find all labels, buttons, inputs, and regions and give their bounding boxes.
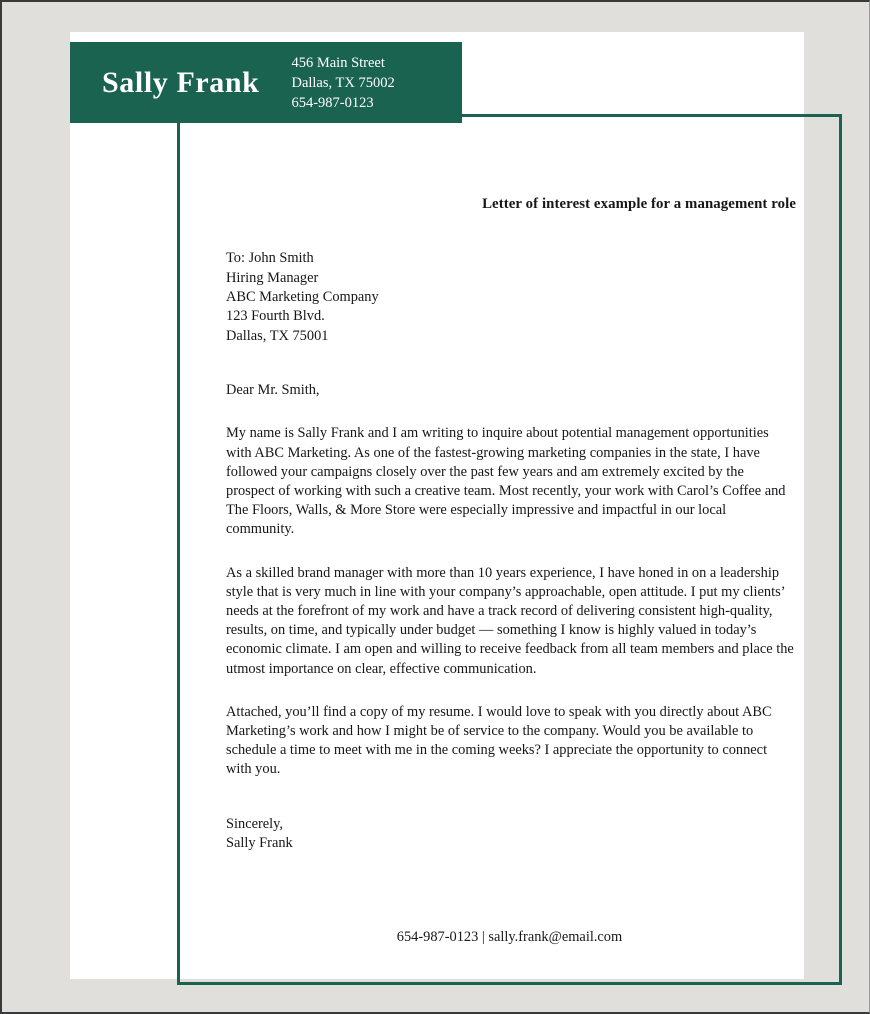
letterhead-header [70, 42, 462, 123]
sender-contact-block [291, 53, 394, 113]
recipient-line: 123 Fourth Blvd. [226, 308, 325, 325]
sender-name: Sally Frank [102, 65, 260, 99]
footer-contact-line: 654-987-0123 | sally.frank@email.com [396, 929, 623, 945]
letter-body [226, 182, 796, 854]
sender-city-state-zip: Dallas, TX 75002 [291, 74, 395, 91]
recipient-line: Dallas, TX 75001 [226, 327, 329, 344]
letter-page [70, 32, 804, 979]
recipient-line: To: John Smith [226, 250, 314, 267]
closing-salutation: Sincerely, [226, 815, 284, 832]
closing-block [226, 815, 796, 854]
letter-title: Letter of interest example for a management role [482, 196, 796, 212]
body-paragraph-3: Attached, you’ll find a copy of my resume. I would love to speak with you directly about ABC Marketing’s work and how I might be of service to the company. Would you be available to schedule a time to meet with me in the coming weeks? I appreciate the opportunity to connect with you. [226, 703, 772, 778]
sender-phone: 654-987-0123 [291, 94, 374, 111]
recipient-address-block [226, 249, 796, 346]
body-paragraph-2: As a skilled brand manager with more than 10 years experience, I have honed in on a leadership style that is very much in line with your company’s approachable, open attitude. I put my clients’ needs at the forefront of my work and have a track record of delivering consistent high-quality, results, on time, and typically under budget — something I know is highly valued in today’s economic climate. I am open and willing to receive feedback from all team members and place the utmost importance on clear, effective communication. [226, 564, 794, 677]
sender-street: 456 Main Street [291, 54, 385, 71]
salutation: Dear Mr. Smith, [226, 382, 320, 399]
body-paragraph-1: My name is Sally Frank and I am writing to inquire about potential management opportunities with ABC Marketing. As one of the fastest-growing marketing companies in the state, I have followed your campaigns closely over the past few years and am extremely excited by the prospect of working with such a creative team. Most recently, your work with Carol’s Coffee and The Floors, Walls, & More Store were especially impressive and impactful in our local community. [226, 425, 786, 538]
recipient-line: Hiring Manager [226, 269, 319, 286]
signature-name: Sally Frank [226, 835, 293, 852]
recipient-line: ABC Marketing Company [226, 289, 379, 306]
